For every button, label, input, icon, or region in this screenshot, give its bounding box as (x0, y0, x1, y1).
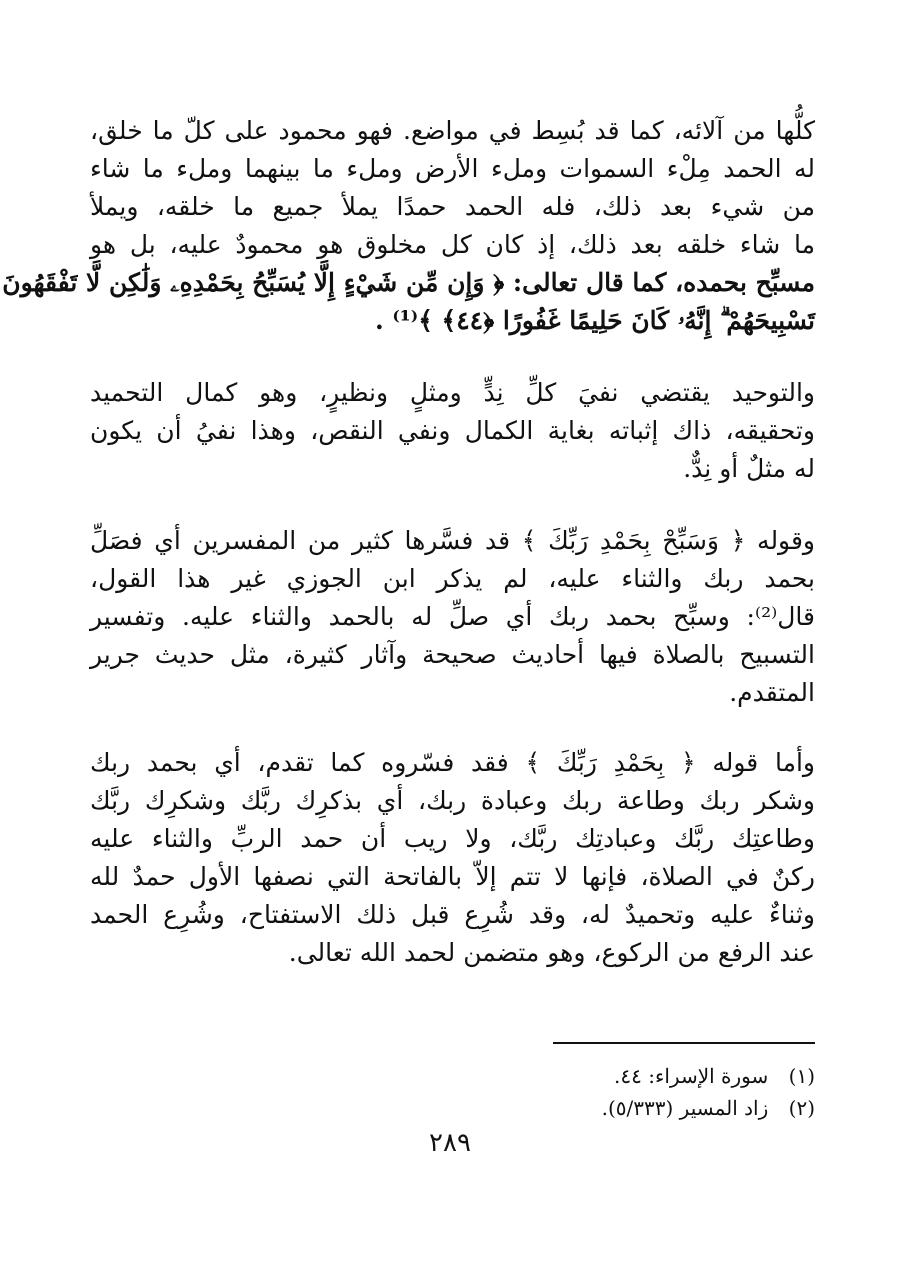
footnote-divider (553, 1042, 815, 1044)
footnote-number: (٢) (788, 1096, 815, 1120)
text-line: وقوله ﴿ وَسَبِّحْ بِحَمْدِ رَبِّكَ ﴾ قد فسَّرها كثير من المفسرين أي فصَلِّ (90, 526, 815, 555)
paragraph-1 (2, 112, 815, 340)
footnote-number: (١) (788, 1064, 815, 1088)
page-number: ٢٨٩ (429, 1128, 471, 1158)
paragraph-4 (90, 744, 815, 972)
text-line: المتقدم. (729, 678, 815, 707)
text-line: له مثلٌ أو نِدٌّ. (683, 454, 815, 483)
text-line-quran: تَسْبِيحَهُمْ ۗ إِنَّهُۥ كَانَ حَلِيمًا غَفُورًا ﴿٤٤﴾ ﴾⁽¹⁾ . (374, 306, 815, 335)
text-line: وشكر ربك وطاعة ربك وعبادة ربك، أي بذكرِك ربَّك وشكرِك ربَّك (90, 786, 815, 815)
footnotes (90, 1060, 815, 1124)
text-line: ركنٌ في الصلاة، فإنها لا تتم إلاّ بالفاتحة التي نصفها الأول حمدٌ لله (90, 862, 815, 891)
footnote-1 (90, 1060, 815, 1092)
footnote-2 (90, 1092, 815, 1124)
text-line: وطاعتِك ربَّك وعبادتِك ربَّك، ولا ريب أن حمد الربِّ والثناء عليه (90, 824, 815, 853)
text-line: وثناءٌ عليه وتحميدٌ له، وقد شُرِع قبل ذلك الاستفتاح، وشُرِع الحمد (90, 900, 815, 929)
text-line: له الحمد مِلْء السموات وملء الأرض وملء ما بينهما وملء ما شاء (90, 154, 815, 183)
paragraph-2 (90, 374, 815, 488)
text-line: قال⁽²⁾: وسبِّح بحمد ربك أي صلِّ له بالحمد والثناء عليه. وتفسير (90, 602, 815, 631)
text-line-quran: مسبِّح بحمده، كما قال تعالى: ﴿ وَإِن مِّن شَيْءٍ إِلَّا يُسَبِّحُ بِحَمْدِهِۦ وَلَٰكِن لَّا تَفْقَهُونَ (2, 268, 815, 297)
footnote-text: زاد المسير (٥/٣٣٣). (601, 1096, 769, 1120)
text-line: وأما قوله ﴿ بِحَمْدِ رَبِّكَ ﴾ فقد فسّروه كما تقدم، أي بحمد ربك (90, 748, 815, 777)
text-line: التسبيح بالصلاة فيها أحاديث صحيحة وآثار كثيرة، مثل حديث جرير (90, 640, 815, 669)
page-body (2, 112, 815, 972)
text-line: ما شاء خلقه بعد ذلك، إذ كان كل مخلوق هو محمودٌ عليه، بل هو (90, 230, 815, 259)
text-line: والتوحيد يقتضي نفيَ كلِّ نِدٍّ ومثلٍ ونظيرٍ، وهو كمال التحميد (90, 378, 815, 407)
footnote-text: سورة الإسراء: ٤٤. (614, 1064, 769, 1088)
text-line: عند الرفع من الركوع، وهو متضمن لحمد الله تعالى. (288, 938, 815, 967)
paragraph-3 (90, 522, 815, 712)
text-line: بحمد ربك والثناء عليه، لم يذكر ابن الجوزي غير هذا القول، (90, 564, 815, 593)
text-line: كلُّها من آلائه، كما قد بُسِط في مواضع. فهو محمود على كلّ ما خلق، (90, 116, 815, 145)
text-line: من شيء بعد ذلك، فله الحمد حمدًا يملأ جميع ما خلقه، ويملأ (90, 192, 815, 221)
text-line: وتحقيقه، ذاك إثباته بغاية الكمال ونفي النقص، وهذا نفيُ أن يكون (90, 416, 815, 445)
